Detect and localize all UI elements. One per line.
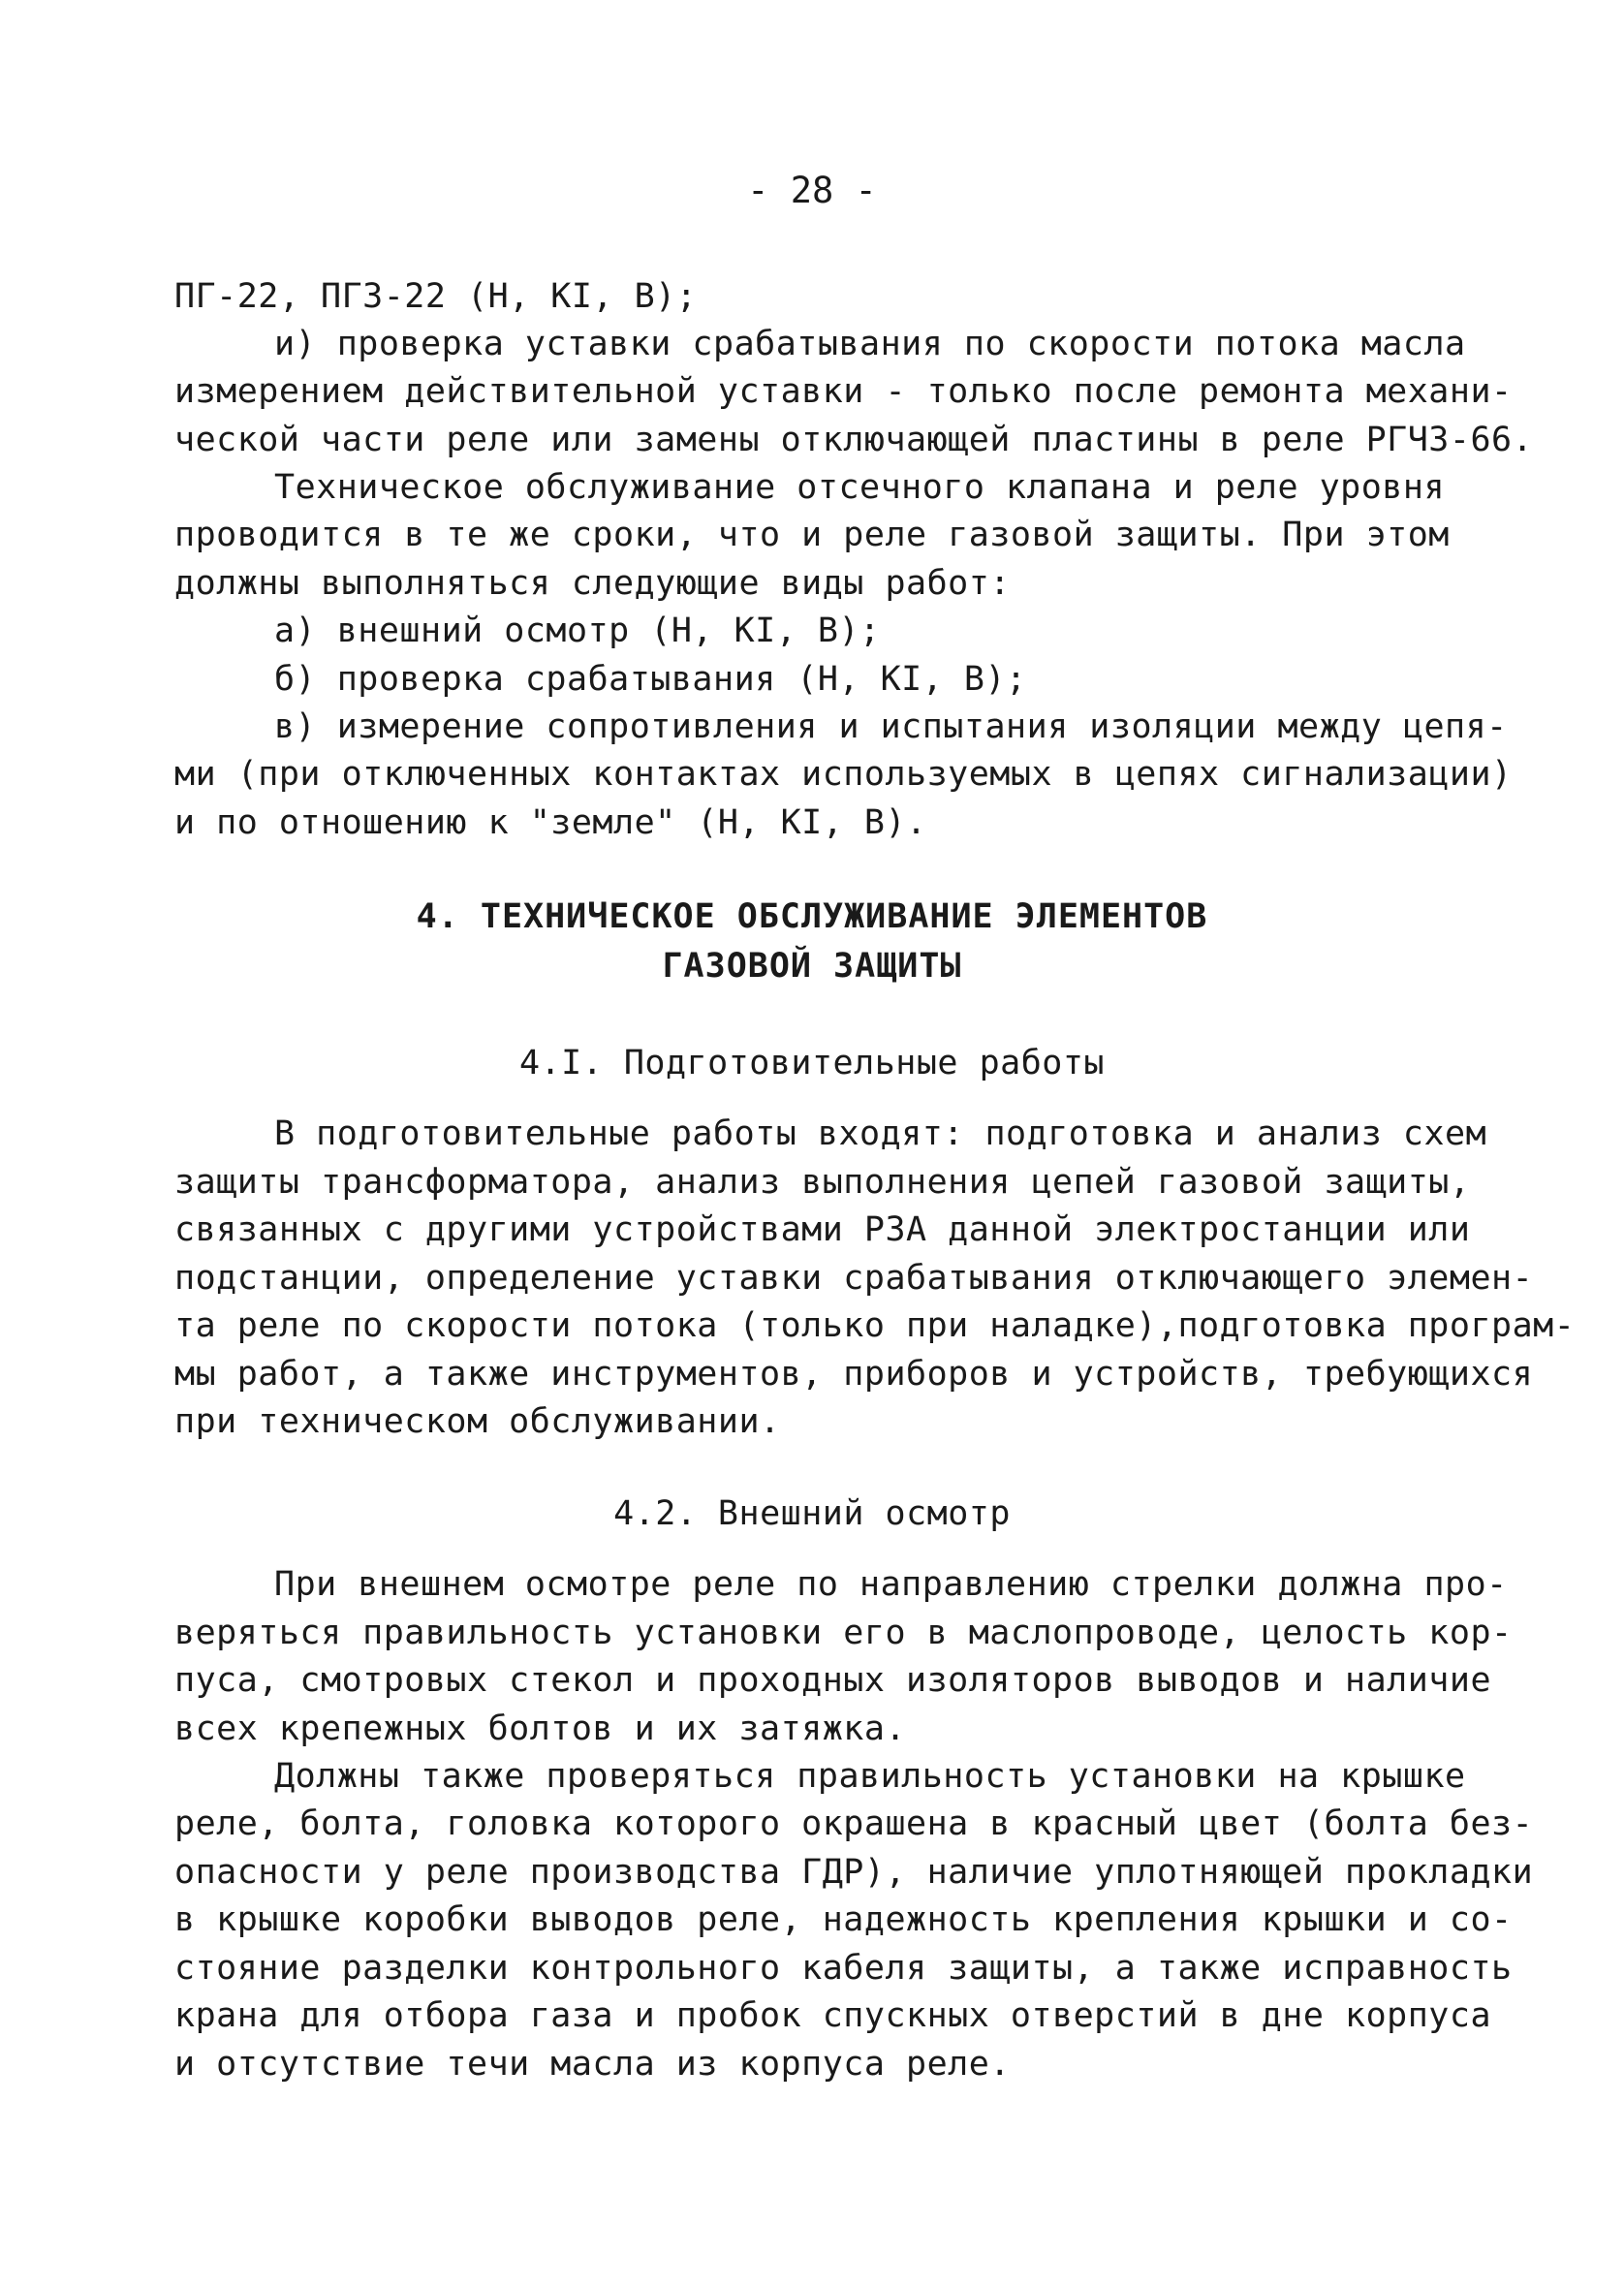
text-line: при техническом обслуживании.	[174, 1402, 781, 1441]
text-line: опасности у реле производства ГДР), наличие уплотняющей прокладки	[174, 1853, 1534, 1892]
text-line: в) измерение сопротивления и испытания изоляции между цепя-	[274, 707, 1508, 746]
subsection-title: 4.I. Подготовительные работы	[518, 1044, 1105, 1082]
text-line: ПГ-22, ПГЗ-22 (Н, КI, В);	[174, 277, 698, 316]
text-line: стояние разделки контрольного кабеля защиты, а также исправность	[174, 1949, 1513, 1988]
text-line: та реле по скорости потока (только при наладке),подготовка програм-	[174, 1306, 1576, 1345]
text-line: должны выполняться следующие виды работ:	[174, 564, 1011, 603]
text-line: подстанции, определение уставки срабатывания отключающего элемен-	[174, 1259, 1534, 1298]
section-title: 4. ТЕХНИЧЕСКОЕ ОБСЛУЖИВАНИЕ ЭЛЕМЕНТОВ	[416, 897, 1208, 936]
text-line: пуса, смотровых стекол и проходных изоляторов выводов и наличие	[174, 1661, 1492, 1700]
text-line: крана для отбора газа и пробок спускных отверстий в дне корпуса	[174, 1996, 1492, 2035]
section-title: ГАЗОВОЙ ЗАЩИТЫ	[662, 947, 962, 986]
text-line: защиты трансформатора, анализ выполнения цепей газовой защиты,	[174, 1163, 1471, 1202]
text-line: связанных с другими устройствами РЗА данной электростанции или	[174, 1210, 1471, 1249]
text-line: проводится в те же сроки, что и реле газовой защиты. При этом	[174, 516, 1450, 554]
text-line: в крышке коробки выводов реле, надежность крепления крышки и со-	[174, 1900, 1513, 1939]
text-line: б) проверка срабатывания (Н, КI, В);	[274, 660, 1027, 699]
page-number: - 28 -	[747, 170, 877, 211]
text-line: и) проверка уставки срабатывания по скорости потока масла	[274, 325, 1466, 363]
text-line: ческой части реле или замены отключающей пластины в реле РГЧЗ-66.	[174, 421, 1534, 459]
text-line: всех крепежных болтов и их затяжка.	[174, 1709, 907, 1748]
text-line: Должны также проверяться правильность установки на крышке	[274, 1757, 1466, 1796]
text-line: и отсутствие течи масла из корпуса реле.	[174, 2045, 1011, 2084]
text-line: мы работ, а также инструментов, приборов и устройств, требующихся	[174, 1355, 1534, 1394]
text-line: и по отношению к "земле" (Н, КI, В).	[174, 803, 927, 842]
text-line: реле, болта, головка которого окрашена в красный цвет (болта без-	[174, 1804, 1534, 1843]
text-line: веряться правильность установки его в маслопроводе, целость кор-	[174, 1614, 1513, 1652]
text-line: При внешнем осмотре реле по направлению стрелки должна про-	[274, 1565, 1508, 1604]
text-line: ми (при отключенных контактах используемых в цепях сигнализации)	[174, 755, 1513, 794]
text-line: В подготовительные работы входят: подготовка и анализ схем	[274, 1114, 1487, 1153]
subsection-title: 4.2. Внешний осмотр	[613, 1494, 1011, 1533]
text-line: а) внешний осмотр (Н, КI, В);	[274, 611, 881, 650]
text-line: измерением действительной уставки - только после ремонта механи-	[174, 372, 1513, 411]
text-line: Техническое обслуживание отсечного клапана и реле уровня	[274, 468, 1446, 507]
